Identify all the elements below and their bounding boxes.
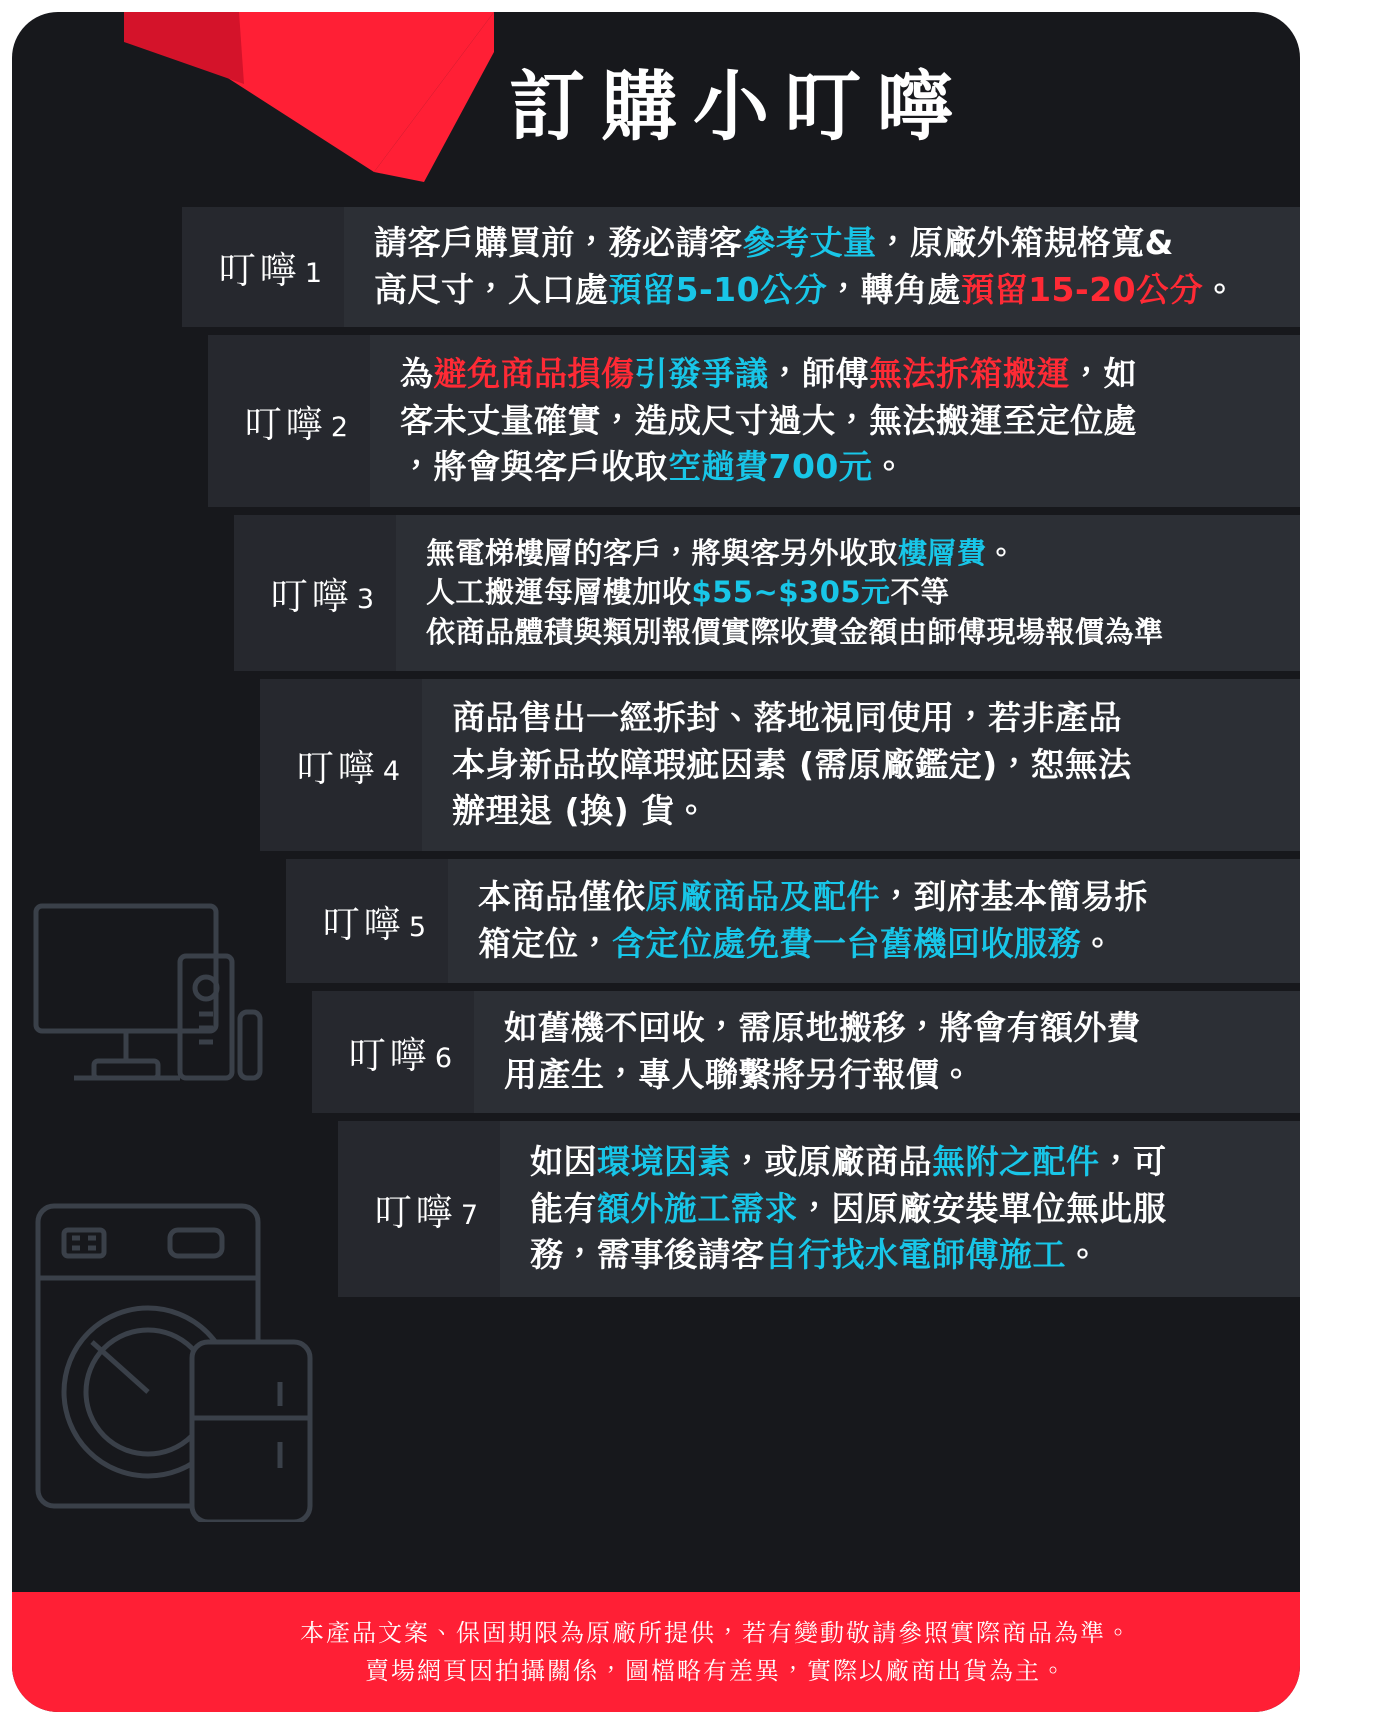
note-line: 商品售出一經拆封、落地視同使用，若非產品 bbox=[452, 697, 1122, 737]
note-label bbox=[286, 859, 448, 983]
page-title: 訂購小叮嚀 bbox=[509, 62, 969, 151]
note-line: 人工搬運每層樓加收$55~$305元不等 bbox=[426, 575, 950, 610]
note-item bbox=[208, 335, 1300, 507]
note-number: 4 bbox=[382, 755, 404, 787]
note-number: 5 bbox=[408, 911, 430, 943]
footer-line-1: 本產品文案、保固期限為原廠所提供，若有變動敬請參照實際商品為準。 bbox=[300, 1618, 1132, 1647]
note-label bbox=[234, 515, 396, 671]
note-label bbox=[338, 1121, 500, 1297]
note-line: 務，需事後請客自行找水電師傅施工。 bbox=[530, 1235, 1100, 1275]
note-line: 本商品僅依原廠商品及配件，到府基本簡易拆 bbox=[478, 877, 1148, 917]
note-number: 3 bbox=[356, 583, 378, 615]
note-body bbox=[422, 679, 1300, 851]
notes-list bbox=[12, 207, 1300, 1305]
note-line: 如舊機不回收，需原地搬移，將會有額外費 bbox=[504, 1008, 1141, 1048]
note-label-text: 叮嚀 bbox=[296, 747, 379, 790]
note-label bbox=[312, 991, 474, 1113]
note-body bbox=[396, 515, 1300, 671]
note-line: 箱定位，含定位處免費一台舊機回收服務。 bbox=[478, 924, 1115, 963]
note-line: 為避免商品損傷引發爭議，師傅無法拆箱搬運，如 bbox=[400, 353, 1137, 393]
note-label-text: 叮嚀 bbox=[244, 403, 327, 446]
note-label-text: 叮嚀 bbox=[348, 1034, 431, 1077]
note-item bbox=[312, 991, 1300, 1113]
note-label bbox=[208, 335, 370, 507]
note-body bbox=[448, 859, 1300, 983]
note-label bbox=[182, 207, 344, 327]
note-label-text: 叮嚀 bbox=[218, 249, 301, 292]
note-line: 無電梯樓層的客戶，將與客另外收取樓層費。 bbox=[426, 535, 1017, 570]
note-line: 本身新品故障瑕疵因素 (需原廠鑑定)，恕無法 bbox=[452, 744, 1132, 784]
note-label-text: 叮嚀 bbox=[270, 575, 353, 618]
note-label-text: 叮嚀 bbox=[322, 903, 405, 946]
note-label bbox=[260, 679, 422, 851]
note-line: 高尺寸，入口處預留5-10公分，轉角處預留15-20公分。 bbox=[374, 270, 1237, 309]
note-line: 如因環境因素，或原廠商品無附之配件，可 bbox=[530, 1141, 1167, 1181]
note-label-text: 叮嚀 bbox=[374, 1191, 457, 1234]
note-number: 2 bbox=[330, 411, 352, 443]
footer-disclaimer bbox=[12, 1592, 1300, 1712]
note-body bbox=[474, 991, 1300, 1113]
note-number: 1 bbox=[304, 257, 326, 289]
note-item bbox=[286, 859, 1300, 983]
poster-card bbox=[12, 12, 1300, 1712]
note-body bbox=[370, 335, 1300, 507]
note-body bbox=[500, 1121, 1300, 1297]
note-line: 依商品體積與類別報價實際收費金額由師傅現場報價為準 bbox=[426, 614, 1164, 649]
note-line: 辦理退 (換) 貨。 bbox=[452, 791, 709, 831]
footer-line-2: 賣場網頁因拍攝關係，圖檔略有差異，實際以廠商出貨為主。 bbox=[365, 1657, 1067, 1685]
note-line: 能有額外施工需求，因原廠安裝單位無此服 bbox=[530, 1188, 1167, 1228]
note-item bbox=[260, 679, 1300, 851]
note-body bbox=[344, 207, 1300, 327]
note-item bbox=[338, 1121, 1300, 1297]
note-number: 6 bbox=[434, 1042, 456, 1074]
note-number: 7 bbox=[460, 1199, 482, 1231]
note-item bbox=[234, 515, 1300, 671]
note-item bbox=[182, 207, 1300, 327]
note-line: 客未丈量確實，造成尺寸過大，無法搬運至定位處 bbox=[400, 400, 1137, 440]
note-line: ，將會與客戶收取空趟費700元。 bbox=[400, 447, 906, 487]
note-line: 用產生，專人聯繫將另行報價。 bbox=[504, 1055, 973, 1094]
note-line: 請客戶購買前，務必請客參考丈量，原廠外箱規格寬& bbox=[374, 223, 1174, 263]
